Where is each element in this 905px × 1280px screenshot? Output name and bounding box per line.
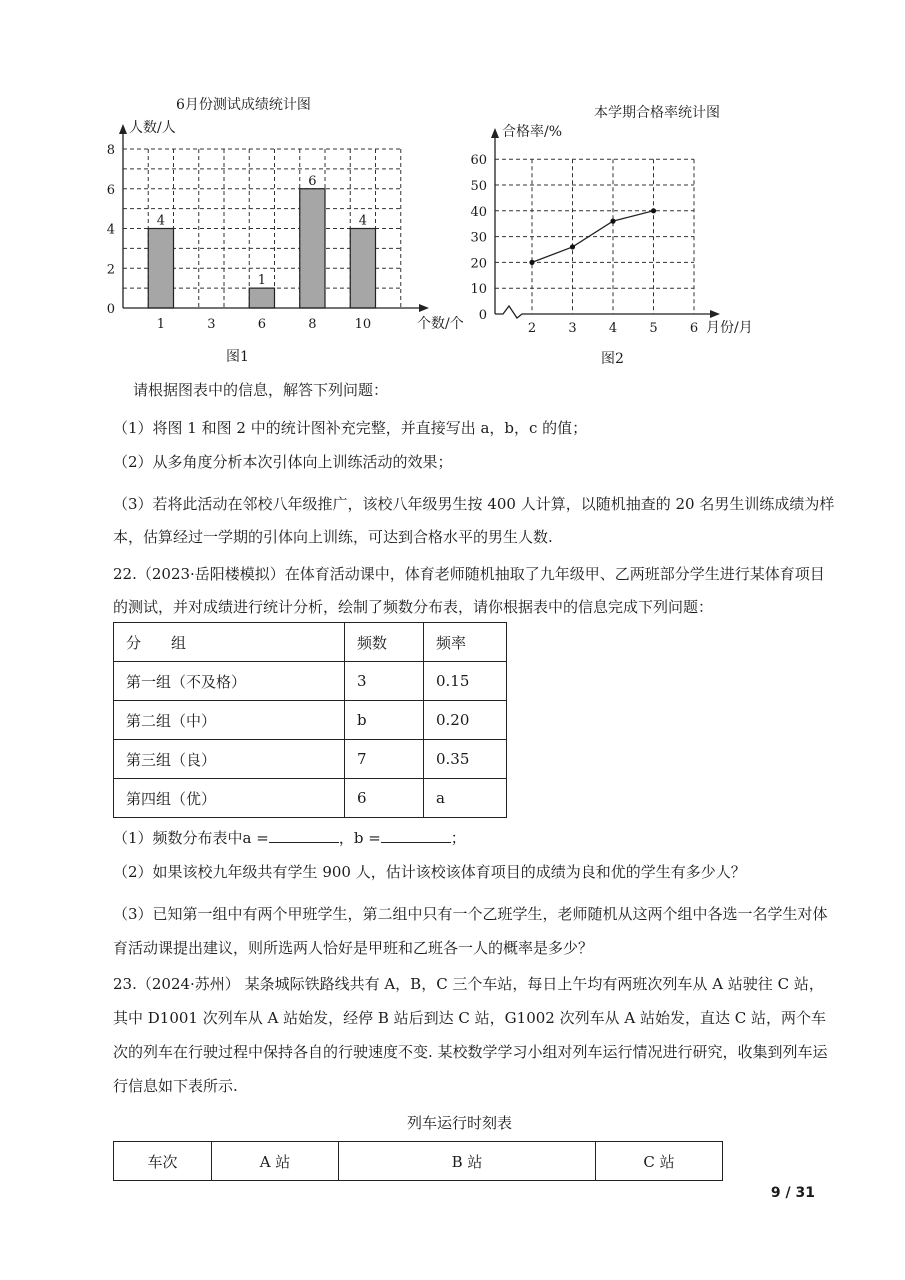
answer-blank-a[interactable] <box>269 828 339 843</box>
figure1-title: 6月份测试成绩统计图 <box>176 97 311 113</box>
y-tick-label: 2 <box>106 262 115 278</box>
y-tick-label: 8 <box>106 143 115 158</box>
table-row <box>114 779 507 818</box>
table-header-cell: B 站 <box>339 1142 596 1181</box>
x-tick-label: 6 <box>257 317 267 332</box>
figure2-line-chart <box>458 118 768 338</box>
y-axis-label: 合格率/% <box>502 124 563 140</box>
bar <box>350 229 375 309</box>
bar <box>249 288 274 308</box>
data-point <box>529 260 534 265</box>
y-tick-label: 4 <box>106 222 115 238</box>
table-cell: 3 <box>345 662 424 701</box>
table-cell: 0.35 <box>424 740 507 779</box>
question-22-1 <box>113 828 466 848</box>
x-tick-label: 1 <box>156 317 166 332</box>
figure2-title: 本学期合格率统计图 <box>594 105 720 121</box>
schedule-table <box>113 1141 723 1181</box>
y-tick-label: 10 <box>470 282 487 298</box>
table-cell: 6 <box>345 779 424 818</box>
x-tick-label: 2 <box>527 321 537 336</box>
y-axis-label: 人数/人 <box>129 120 176 136</box>
table-cell: a <box>424 779 507 818</box>
frequency-table <box>113 622 507 818</box>
table-cell: 0.20 <box>424 701 507 740</box>
question-22-1-text-b: ，b = <box>338 829 381 847</box>
problem-22: 22.（2023·岳阳楼模拟）在体育活动课中，体育老师随机抽取了九年级甲、乙两班部分学生进行某体育项目的测试，并对成绩进行统计分析，绘制了频数分布表，请你根据表中的信息完成下列问题： <box>113 565 825 616</box>
x-tick-label: 8 <box>308 317 317 332</box>
figure1-bar-chart <box>95 112 464 332</box>
question-1: （1）将图 1 和图 2 中的统计图补充完整，并直接写出 a，b，c 的值； <box>113 419 588 437</box>
y-tick-label: 60 <box>470 153 487 169</box>
bar-data-label: 4 <box>358 213 368 229</box>
y-tick-label: 0 <box>106 302 115 317</box>
y-tick-label: 6 <box>106 182 115 198</box>
x-axis <box>495 306 716 318</box>
table-row <box>114 623 507 662</box>
table-header-cell: 频率 <box>424 623 507 662</box>
data-point <box>651 208 656 213</box>
y-tick-label: 30 <box>470 230 487 246</box>
y-tick-label: 40 <box>470 204 487 220</box>
table-cell: 第一组（不及格） <box>114 662 345 701</box>
y-axis-arrow <box>491 128 499 138</box>
question-22-1-text-c: ； <box>450 829 466 847</box>
x-tick-label: 10 <box>354 317 372 332</box>
table-row <box>114 1142 723 1181</box>
bar-data-label: 4 <box>156 213 166 229</box>
table-header-cell: 分 组 <box>114 623 345 662</box>
question-22-2: （2）如果该校九年级共有学生 900 人，估计该校该体育项目的成绩为良和优的学生有多少人？ <box>113 863 746 881</box>
x-tick-label: 3 <box>207 317 216 332</box>
table-cell: 第二组（中） <box>114 701 345 740</box>
table-cell: 第三组（良） <box>114 740 345 779</box>
y-axis-arrow <box>119 124 127 134</box>
schedule-table-title: 列车运行时刻表 <box>407 1114 513 1132</box>
intro-text: 请根据图表中的信息，解答下列问题： <box>133 381 389 399</box>
table-header-cell: C 站 <box>596 1142 723 1181</box>
data-point <box>570 244 575 249</box>
y-tick-label: 0 <box>478 308 487 323</box>
question-22-1-text-a: （1）频数分布表中a = <box>113 829 269 847</box>
bar-data-label: 1 <box>257 273 267 289</box>
answer-blank-b[interactable] <box>381 828 451 843</box>
x-tick-label: 5 <box>649 321 658 336</box>
question-22-3: （3）已知第一组中有两个甲班学生，第二组中只有一个乙班学生，老师随机从这两个组中各选一名学生对体育活动课提出建议，则所选两人恰好是甲班和乙班各一人的概率是多少？ <box>113 905 828 957</box>
bar-data-label: 6 <box>308 173 317 189</box>
table-cell: 第四组（优） <box>114 779 345 818</box>
page-number: 9 / 31 <box>770 1185 815 1201</box>
table-header-cell: A 站 <box>212 1142 339 1181</box>
x-axis-arrow <box>710 310 720 318</box>
x-axis-arrow <box>419 304 429 312</box>
question-2: （2）从多角度分析本次引体向上训练活动的效果； <box>113 453 453 471</box>
table-row <box>114 701 507 740</box>
figure1-caption: 图1 <box>226 349 249 365</box>
y-tick-label: 20 <box>470 256 487 272</box>
x-axis-label: 个数/个 <box>417 316 464 332</box>
table-header-cell: 频数 <box>345 623 424 662</box>
data-point <box>610 219 615 224</box>
problem-23: 23.（2024·苏州） 某条城际铁路线共有 A，B，C 三个车站，每日上午均有两班次列车从 A 站驶往 C 站，其中 D1001 次列车从 A 站始发，经停 B 站后到达 C 站，G1002 次列车从 A 站始发，直达 C 站，两个车次的列车在行驶过程中保持各自的行驶速度不变. 某校数学学习小组对列车运行情况进行研究，收集到列车运行信息如下表所示. <box>113 975 828 1095</box>
table-cell: 0.15 <box>424 662 507 701</box>
x-tick-label: 4 <box>608 321 618 336</box>
table-row <box>114 662 507 701</box>
x-tick-label: 3 <box>568 321 577 336</box>
x-axis-label: 月份/月 <box>706 320 753 336</box>
bar <box>300 189 325 308</box>
y-tick-label: 50 <box>470 179 487 194</box>
table-header-cell: 车次 <box>114 1142 212 1181</box>
bar <box>148 229 173 309</box>
x-tick-label: 6 <box>689 321 699 336</box>
question-3: （3）若将此活动在邻校八年级推广，该校八年级男生按 400 人计算，以随机抽查的 20 名男生训练成绩为样本，估算经过一学期的引体向上训练，可达到合格水平的男生人数. <box>113 495 835 546</box>
figure2-caption: 图2 <box>601 351 624 367</box>
table-cell: b <box>345 701 424 740</box>
table-row <box>114 740 507 779</box>
table-cell: 7 <box>345 740 424 779</box>
